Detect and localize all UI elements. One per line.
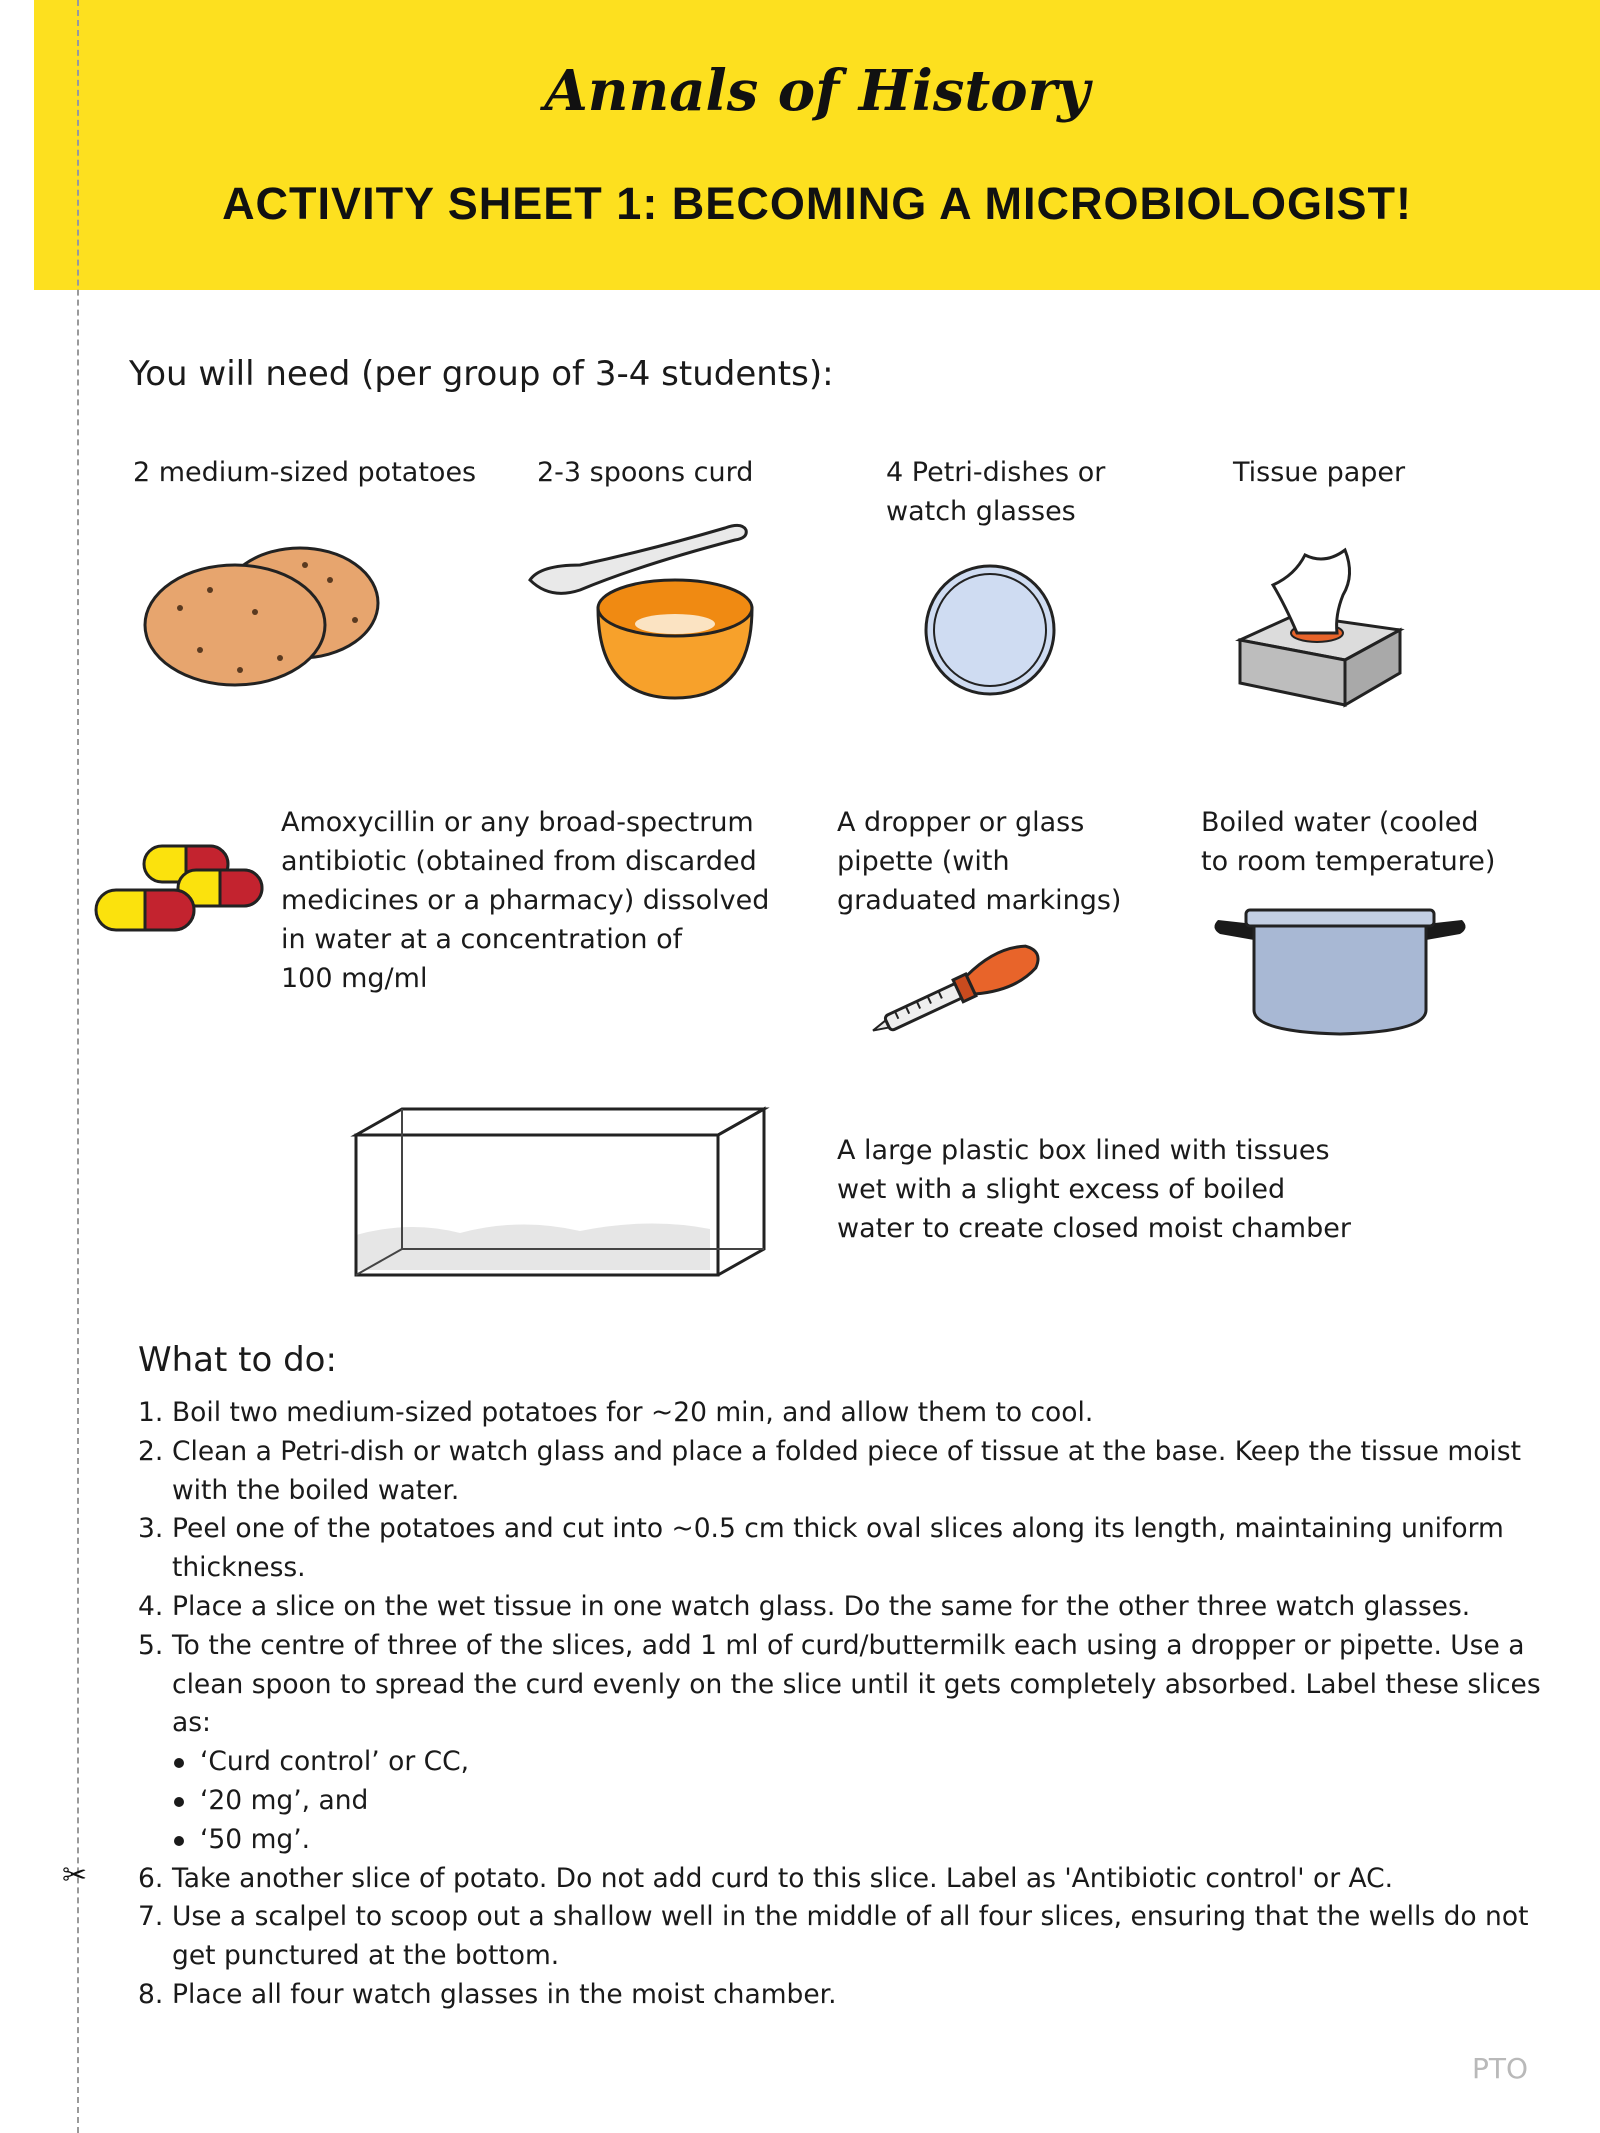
potato-icon: [140, 540, 385, 690]
water-label-line: Boiled water (cooled: [1201, 807, 1479, 838]
step-number: 8.: [138, 1978, 164, 2010]
step-number: 5.: [138, 1629, 164, 1661]
slice-label-item: ‘Curd control’ or CC,: [172, 1743, 1558, 1782]
step-number: 2.: [138, 1435, 164, 1467]
dropper-label-line: A dropper or glass: [837, 807, 1085, 838]
step-item: [138, 1898, 1558, 1976]
box-label-line: A large plastic box lined with tissues: [837, 1135, 1330, 1166]
dropper-label: [837, 803, 1121, 920]
petri-label-line: watch glasses: [886, 496, 1076, 527]
step-item: [138, 1394, 1558, 1433]
cut-line: [77, 0, 79, 2133]
slice-labels-list: [172, 1743, 1558, 1859]
step-text: Peel one of the potatoes and cut into ~0.5 cm thick oval slices along its length, maintaining uniform thickness.: [172, 1513, 1504, 1584]
dropper-icon: [860, 940, 1060, 1040]
materials-heading: You will need (per group of 3-4 students):: [129, 354, 834, 394]
step-text: Take another slice of potato. Do not add curd to this slice. Label as 'Antibiotic control' or AC.: [172, 1862, 1394, 1894]
step-text: Boil two medium-sized potatoes for ~20 min, and allow them to cool.: [172, 1397, 1094, 1428]
step-text: Place all four watch glasses in the moist chamber.: [172, 1978, 837, 2010]
antibiotic-label-line: 100 mg/ml: [281, 963, 428, 994]
box-label-line: water to create closed moist chamber: [837, 1213, 1351, 1244]
step-item: [138, 1433, 1558, 1511]
step-text: To the centre of three of the slices, add 1 ml of curd/buttermilk each using a dropper or pipette. Use a clean spoon to spread the curd evenly on the slice until it gets completely absorbed. Label these slices as:: [172, 1629, 1541, 1739]
tissue-box-icon: [1235, 545, 1405, 710]
plastic-box-icon: [350, 1105, 770, 1280]
antibiotic-label-line: medicines or a pharmacy) dissolved: [281, 885, 770, 916]
dropper-label-line: graduated markings): [837, 885, 1122, 916]
sheet-title: ACTIVITY SHEET 1: BECOMING A MICROBIOLOGIST!: [222, 178, 1412, 229]
petri-label: [886, 453, 1105, 531]
step-item: [138, 1627, 1558, 1860]
box-label: [837, 1131, 1351, 1248]
tissue-label: Tissue paper: [1233, 457, 1406, 488]
pot-icon: [1210, 900, 1470, 1040]
curd-label: 2-3 spoons curd: [537, 457, 754, 488]
step-number: 6.: [138, 1862, 164, 1894]
scissors-icon: ✂: [62, 1858, 88, 1893]
capsules-icon: [92, 840, 267, 940]
procedure-heading: What to do:: [138, 1340, 337, 1380]
slice-label-item: ‘50 mg’.: [172, 1821, 1558, 1860]
step-text: Use a scalpel to scoop out a shallow well in the middle of all four slices, ensuring that the wells do not get punctured at the bottom.: [172, 1901, 1529, 1972]
brand-title: Annals of History: [544, 58, 1090, 124]
step-number: 7.: [138, 1901, 164, 1933]
step-number: 4.: [138, 1590, 164, 1622]
step-item: [138, 1510, 1558, 1588]
step-item: [138, 1976, 1558, 2015]
step-number: 1.: [138, 1397, 164, 1428]
antibiotic-label: [281, 803, 769, 998]
petri-dish-icon: [920, 560, 1060, 700]
box-label-line: wet with a slight excess of boiled: [837, 1174, 1286, 1205]
dropper-label-line: pipette (with: [837, 846, 1010, 877]
step-text: Place a slice on the wet tissue in one watch glass. Do the same for the other three watch glasses.: [172, 1590, 1471, 1622]
step-number: 3.: [138, 1513, 164, 1545]
antibiotic-label-line: in water at a concentration of: [281, 924, 683, 955]
petri-label-line: 4 Petri-dishes or: [886, 457, 1106, 488]
procedure-steps: [138, 1394, 1558, 2015]
spoon-bowl-icon: [520, 520, 755, 710]
antibiotic-label-line: antibiotic (obtained from discarded: [281, 846, 757, 877]
pto-label: PTO: [1472, 2052, 1529, 2085]
step-item: [138, 1860, 1558, 1899]
water-label-line: to room temperature): [1201, 846, 1496, 877]
header-banner: [34, 0, 1600, 290]
step-text: Clean a Petri-dish or watch glass and place a folded piece of tissue at the base. Keep the tissue moist with the boiled water.: [172, 1435, 1521, 1506]
step-item: [138, 1588, 1558, 1627]
slice-label-item: ‘20 mg’, and: [172, 1782, 1558, 1821]
water-label: [1201, 803, 1495, 881]
potatoes-label: 2 medium-sized potatoes: [133, 457, 477, 488]
antibiotic-label-line: Amoxycillin or any broad-spectrum: [281, 807, 754, 838]
